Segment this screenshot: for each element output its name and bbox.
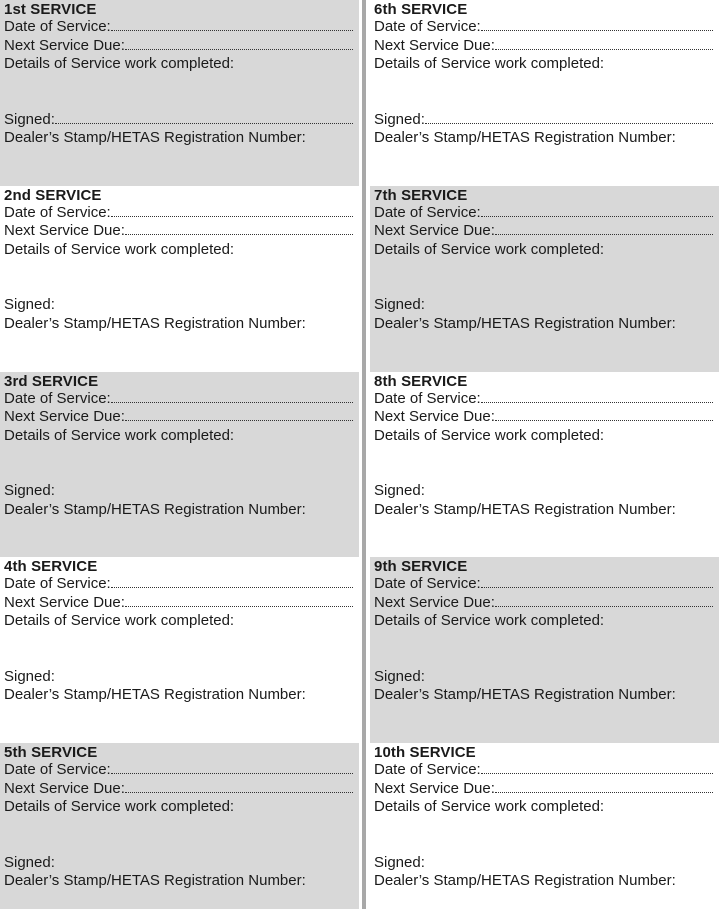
signed-label: Signed:: [4, 667, 55, 685]
dotted-rule: [495, 48, 713, 50]
dotted-rule: [125, 48, 353, 50]
service-record-5: [0, 743, 359, 909]
next-service-due-field[interactable]: [4, 222, 359, 241]
dealer-stamp-label: Dealer’s Stamp/HETAS Registration Number:: [4, 686, 306, 704]
next-service-due-label: Next Service Due:: [4, 779, 125, 797]
date-of-service-label: Date of Service:: [374, 761, 481, 779]
date-of-service-label: Date of Service:: [4, 389, 111, 407]
signed-label: Signed:: [374, 296, 425, 314]
dotted-rule: [481, 29, 713, 31]
next-service-due-field[interactable]: [4, 594, 359, 613]
service-record-8: [370, 372, 719, 558]
dotted-rule: [125, 233, 353, 235]
service-title: 7th SERVICE: [374, 186, 468, 204]
date-of-service-field[interactable]: [4, 390, 359, 409]
signed-label: Signed:: [4, 296, 55, 314]
date-of-service-field[interactable]: [4, 204, 359, 223]
dotted-rule: [495, 791, 713, 793]
details-area[interactable]: [4, 817, 359, 854]
next-service-due-label: Next Service Due:: [374, 593, 495, 611]
column-divider: [362, 0, 366, 909]
next-service-due-field[interactable]: [4, 408, 359, 427]
details-area[interactable]: [4, 631, 359, 668]
next-service-due-label: Next Service Due:: [374, 408, 495, 426]
signed-label: Signed:: [374, 482, 425, 500]
dealer-stamp-label: Dealer’s Stamp/HETAS Registration Number:: [374, 129, 676, 146]
service-title: 5th SERVICE: [4, 744, 98, 762]
details-label: Details of Service work completed:: [4, 240, 235, 258]
next-service-due-field[interactable]: [374, 780, 719, 799]
signed-label: Signed:: [4, 110, 55, 128]
date-of-service-label: Date of Service:: [4, 18, 111, 35]
dotted-rule: [481, 215, 713, 217]
details-label: Details of Service work completed:: [374, 426, 605, 444]
date-of-service-label: Date of Service:: [4, 575, 111, 593]
dealer-stamp-label: Dealer’s Stamp/HETAS Registration Number:: [374, 314, 676, 332]
next-service-due-field[interactable]: [374, 594, 719, 613]
dotted-rule: [111, 772, 353, 774]
dotted-rule: [111, 29, 353, 31]
date-of-service-field[interactable]: [4, 761, 359, 780]
next-service-due-field[interactable]: [374, 37, 719, 56]
service-title: 6th SERVICE: [374, 1, 468, 18]
right-column: [370, 0, 719, 909]
dotted-rule: [481, 772, 713, 774]
service-title: 3rd SERVICE: [4, 372, 99, 390]
signed-label: Signed:: [374, 110, 425, 128]
details-label: Details of Service work completed:: [374, 798, 605, 816]
date-of-service-label: Date of Service:: [4, 203, 111, 221]
dealer-stamp-label: Dealer’s Stamp/HETAS Registration Number:: [374, 500, 676, 518]
date-of-service-label: Date of Service:: [374, 575, 481, 593]
date-of-service-label: Date of Service:: [4, 761, 111, 779]
signed-label: Signed:: [4, 482, 55, 500]
left-column: [0, 0, 359, 909]
dealer-stamp-label: Dealer’s Stamp/HETAS Registration Number:: [4, 500, 306, 518]
next-service-due-field[interactable]: [374, 408, 719, 427]
signed-label: Signed:: [374, 667, 425, 685]
details-label: Details of Service work completed:: [374, 240, 605, 258]
date-of-service-field[interactable]: [374, 204, 719, 223]
dotted-rule: [111, 586, 353, 588]
dealer-stamp-label: Dealer’s Stamp/HETAS Registration Number:: [374, 872, 676, 890]
details-area[interactable]: [4, 259, 359, 296]
service-record-2: [0, 186, 359, 372]
dealer-stamp-label: Dealer’s Stamp/HETAS Registration Number:: [4, 872, 306, 890]
details-area[interactable]: [4, 445, 359, 482]
date-of-service-label: Date of Service:: [374, 18, 481, 35]
details-label: Details of Service work completed:: [4, 612, 235, 630]
dotted-rule: [111, 215, 353, 217]
dotted-rule: [481, 586, 713, 588]
dotted-rule: [495, 419, 713, 421]
signed-label: Signed:: [4, 853, 55, 871]
next-service-due-label: Next Service Due:: [374, 779, 495, 797]
next-service-due-label: Next Service Due:: [4, 408, 125, 426]
next-service-due-label: Next Service Due:: [4, 593, 125, 611]
service-record-3: [0, 372, 359, 558]
dotted-rule: [111, 401, 353, 403]
dotted-rule: [481, 401, 713, 403]
details-area[interactable]: [374, 445, 719, 482]
details-label: Details of Service work completed:: [4, 426, 235, 444]
details-label: Details of Service work completed:: [374, 55, 605, 72]
service-record-7: [370, 186, 719, 372]
service-record-9: [370, 557, 719, 743]
next-service-due-field[interactable]: [4, 780, 359, 799]
details-label: Details of Service work completed:: [374, 612, 605, 630]
details-label: Details of Service work completed:: [4, 55, 235, 72]
dotted-rule: [495, 605, 713, 607]
signed-field[interactable]: [374, 111, 719, 130]
dotted-rule: [125, 419, 353, 421]
details-area[interactable]: [374, 74, 719, 111]
dealer-stamp-label: Dealer’s Stamp/HETAS Registration Number:: [4, 314, 306, 332]
dotted-rule: [425, 122, 713, 124]
details-area[interactable]: [374, 259, 719, 296]
service-record-10: [370, 743, 719, 909]
date-of-service-label: Date of Service:: [374, 389, 481, 407]
date-of-service-label: Date of Service:: [374, 203, 481, 221]
service-title: 8th SERVICE: [374, 372, 468, 390]
details-area[interactable]: [4, 74, 359, 111]
service-title: 1st SERVICE: [4, 1, 97, 18]
date-of-service-field[interactable]: [4, 18, 359, 37]
next-service-due-label: Next Service Due:: [374, 222, 495, 240]
dotted-rule: [125, 605, 353, 607]
date-of-service-field[interactable]: [374, 761, 719, 780]
date-of-service-field[interactable]: [374, 575, 719, 594]
details-area[interactable]: [374, 631, 719, 668]
next-service-due-label: Next Service Due:: [374, 36, 495, 54]
details-label: Details of Service work completed:: [4, 798, 235, 816]
next-service-due-field[interactable]: [4, 37, 359, 56]
next-service-due-field[interactable]: [374, 222, 719, 241]
date-of-service-field[interactable]: [374, 18, 719, 37]
dotted-rule: [125, 791, 353, 793]
dotted-rule: [495, 233, 713, 235]
signed-field[interactable]: [4, 111, 359, 130]
service-record-4: [0, 557, 359, 743]
date-of-service-field[interactable]: [374, 390, 719, 409]
next-service-due-label: Next Service Due:: [4, 36, 125, 54]
service-title: 9th SERVICE: [374, 558, 468, 576]
service-title: 4th SERVICE: [4, 558, 98, 576]
signed-label: Signed:: [374, 853, 425, 871]
date-of-service-field[interactable]: [4, 575, 359, 594]
service-record-1: [0, 0, 359, 186]
dealer-stamp-label: Dealer’s Stamp/HETAS Registration Number:: [374, 686, 676, 704]
service-title: 10th SERVICE: [374, 744, 476, 762]
dealer-stamp-label: Dealer’s Stamp/HETAS Registration Number:: [4, 129, 306, 146]
service-record-6: [370, 0, 719, 186]
next-service-due-label: Next Service Due:: [4, 222, 125, 240]
details-area[interactable]: [374, 817, 719, 854]
service-title: 2nd SERVICE: [4, 186, 102, 204]
dotted-rule: [55, 122, 353, 124]
